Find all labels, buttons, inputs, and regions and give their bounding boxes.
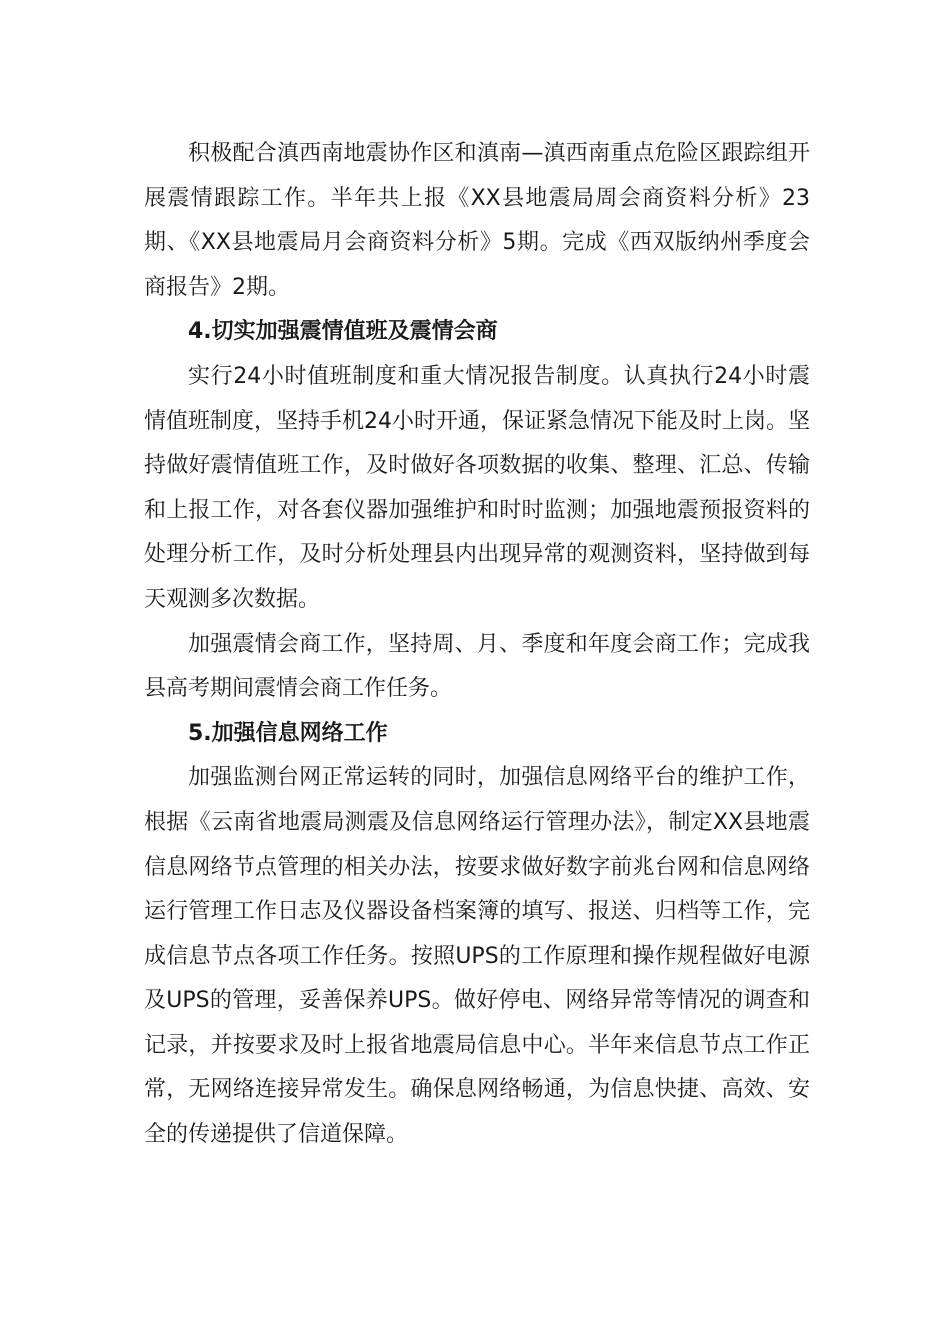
section-heading-4: 4.切实加强震情值班及震情会商 [188, 319, 498, 345]
paragraph-duty-system: 实行24小时值班制度和重大情况报告制度。认真执行24小时震情值班制度，坚持手机24小时开通，保证紧急情况下能及时上岗。坚持做好震情值班工作，及时做好各项数据的收集、整理、汇总、传输和上报工作，对各套仪器加强维护和时时监测；加强地震预报资料的处理分析工作，及时分析处理县内出现异常的观测资料，坚持做到每天观测多次数据。 [144, 363, 810, 612]
document-body [144, 132, 810, 1158]
paragraph-consultation: 加强震情会商工作，坚持周、月、季度和年度会商工作；完成我县高考期间震情会商工作任务。 [144, 631, 810, 702]
paragraph-earthquake-tracking: 积极配合滇西南地震协作区和滇南—滇西南重点危险区跟踪组开展震情跟踪工作。半年共上报《XX县地震局周会商资料分析》23期、《XX县地震局月会商资料分析》5期。完成《西双版纳州季度会商报告》2期。 [144, 141, 810, 300]
section-heading-5: 5.加强信息网络工作 [188, 720, 388, 746]
paragraph-network-work: 加强监测台网正常运转的同时，加强信息网络平台的维护工作，根据《云南省地震局测震及信息网络运行管理办法》，制定XX县地震信息网络节点管理的相关办法，按要求做好数字前兆台网和信息网络运行管理工作日志及仪器设备档案簿的填写、报送、归档等工作，完成信息节点各项工作任务。按照UPS的工作原理和操作规程做好电源及UPS的管理，妥善保养UPS。做好停电、网络异常等情况的调查和记录，并按要求及时上报省地震局信息中心。半年来信息节点工作正常，无网络连接异常发生。确保息网络畅通，为信息快捷、高效、安全的传递提供了信道保障。 [144, 765, 810, 1148]
